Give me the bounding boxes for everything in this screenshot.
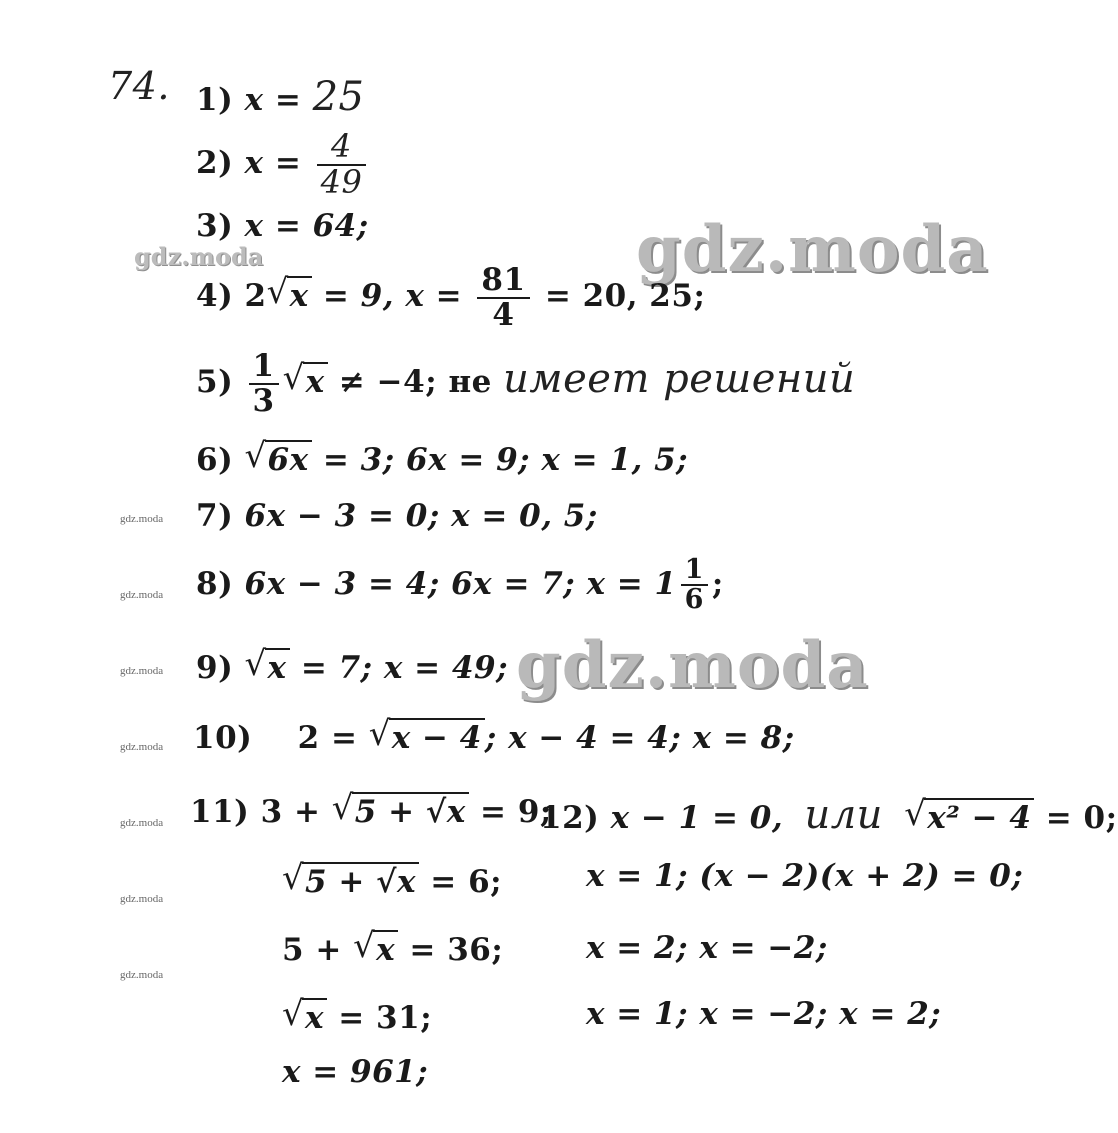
- item-8: [196, 556, 724, 615]
- item-11-line-4: [282, 998, 432, 1036]
- equation-pre: x − 1 = 0,: [610, 800, 784, 836]
- item-label: 12): [540, 800, 600, 836]
- item-1: [196, 74, 365, 120]
- fraction-denominator: 6: [684, 584, 704, 616]
- watermark-side: gdz.moda: [120, 817, 164, 829]
- item-label: 5): [196, 364, 234, 401]
- item-label: 3): [196, 208, 234, 244]
- handwritten-note: имеет решений: [503, 356, 856, 403]
- item-11-line-3: [282, 930, 503, 968]
- equation: x = 64;: [244, 208, 369, 244]
- radicand: x² − 4: [924, 798, 1034, 836]
- item-12-line-4: x = 1; x = −2; x = 2;: [586, 996, 942, 1032]
- equation-post: = 31;: [338, 1000, 433, 1036]
- watermark-side: gdz.moda: [120, 513, 164, 525]
- square-root: [284, 998, 327, 1036]
- handwritten-fraction: [317, 127, 367, 201]
- item-4: [196, 264, 705, 331]
- fraction-denominator: 4: [492, 296, 515, 333]
- square-root: [247, 648, 290, 686]
- fraction-numerator: 1: [681, 556, 708, 586]
- radicand: x: [373, 930, 398, 968]
- item-9: [196, 648, 508, 686]
- equation-post: = 0;: [1045, 800, 1118, 836]
- equation-post: = 9;: [480, 794, 552, 830]
- watermark-side: gdz.moda: [120, 665, 164, 677]
- item-5: [196, 350, 855, 417]
- equation-result: = 20, 25;: [544, 278, 706, 315]
- equation-pre: 3 +: [260, 794, 321, 830]
- equation-lhs: x =: [244, 145, 302, 182]
- radicand: 5 + √x: [302, 862, 419, 900]
- watermark-side: gdz.moda: [120, 893, 164, 905]
- item-label: 2): [196, 145, 234, 182]
- equation-pre: 5 +: [282, 932, 342, 968]
- equation-lhs: x =: [244, 82, 302, 118]
- radicand: 6x: [265, 440, 312, 478]
- equation-middle: = 9, x =: [322, 278, 463, 315]
- radicand: x: [302, 998, 327, 1036]
- item-11-line-5: x = 961;: [282, 1054, 429, 1090]
- watermark-large-middle: gdz.moda: [516, 628, 869, 703]
- problem-number: 74.: [108, 64, 170, 108]
- item-label: 7): [196, 498, 234, 534]
- item-2: [196, 127, 370, 201]
- square-root: [906, 798, 1034, 836]
- fraction-numerator: 4: [317, 130, 367, 166]
- equation-post: = 36;: [409, 932, 504, 968]
- item-label: 1): [196, 82, 234, 118]
- item-12-line-3: x = 2; x = −2;: [586, 930, 828, 966]
- radicand: 5 + √x: [352, 792, 469, 830]
- item-label: 11): [190, 794, 250, 830]
- square-root: [247, 440, 312, 478]
- watermark-side: gdz.moda: [120, 741, 164, 753]
- equation-rest: = 3; 6x = 9; x = 1, 5;: [322, 442, 689, 478]
- fraction-numerator: 1: [249, 350, 279, 385]
- fraction: [477, 264, 529, 331]
- item-label: 8): [196, 565, 234, 602]
- item-label: 9): [196, 650, 234, 686]
- square-root: [355, 930, 398, 968]
- equation-result: ≠ −4; не: [338, 364, 492, 401]
- item-label: 4): [196, 278, 234, 315]
- fraction-denominator: 3: [252, 382, 275, 419]
- equation-post: = 6;: [430, 864, 503, 900]
- handwritten-answer: 25: [312, 74, 365, 120]
- watermark-side: gdz.moda: [120, 589, 164, 601]
- item-11-line-1: [190, 792, 552, 830]
- square-root: [285, 362, 328, 400]
- handwritten-note: или: [804, 792, 883, 838]
- item-3: [196, 208, 369, 244]
- item-12-line-1: [540, 792, 1118, 838]
- watermark-large-top: gdz.moda: [636, 212, 989, 287]
- item-10: [193, 718, 795, 756]
- watermark-small-top: gdz.moda: [134, 242, 264, 271]
- coefficient: 2: [244, 278, 267, 315]
- item-7: [196, 498, 598, 534]
- item-label: 10): [193, 720, 253, 756]
- radicand: x − 4: [389, 718, 485, 756]
- equation-lhs: 2 =: [297, 720, 358, 756]
- radicand: x: [287, 276, 312, 314]
- equation: 6x − 3 = 0; x = 0, 5;: [244, 498, 598, 534]
- item-12-line-2: x = 1; (x − 2)(x + 2) = 0;: [586, 858, 1024, 894]
- fraction: [249, 350, 279, 417]
- equation-end: ;: [711, 565, 724, 602]
- watermark-side: gdz.moda: [120, 969, 164, 981]
- radicand: x: [265, 648, 290, 686]
- equation-rest: = 7; x = 49;: [300, 650, 509, 686]
- equation: 6x − 3 = 4; 6x = 7; x = 1: [244, 565, 677, 602]
- square-root: [334, 792, 469, 830]
- item-label: 6): [196, 442, 234, 478]
- radicand: x: [303, 362, 328, 400]
- item-11-line-2: [282, 862, 502, 900]
- square-root: [269, 276, 312, 314]
- fraction-denominator: 49: [320, 162, 363, 201]
- square-root: [371, 718, 485, 756]
- equation-rest: ; x − 4 = 4; x = 8;: [484, 720, 795, 756]
- fraction-numerator: 81: [477, 264, 529, 299]
- square-root: [284, 862, 419, 900]
- fraction: [681, 556, 708, 615]
- item-6: [196, 440, 688, 478]
